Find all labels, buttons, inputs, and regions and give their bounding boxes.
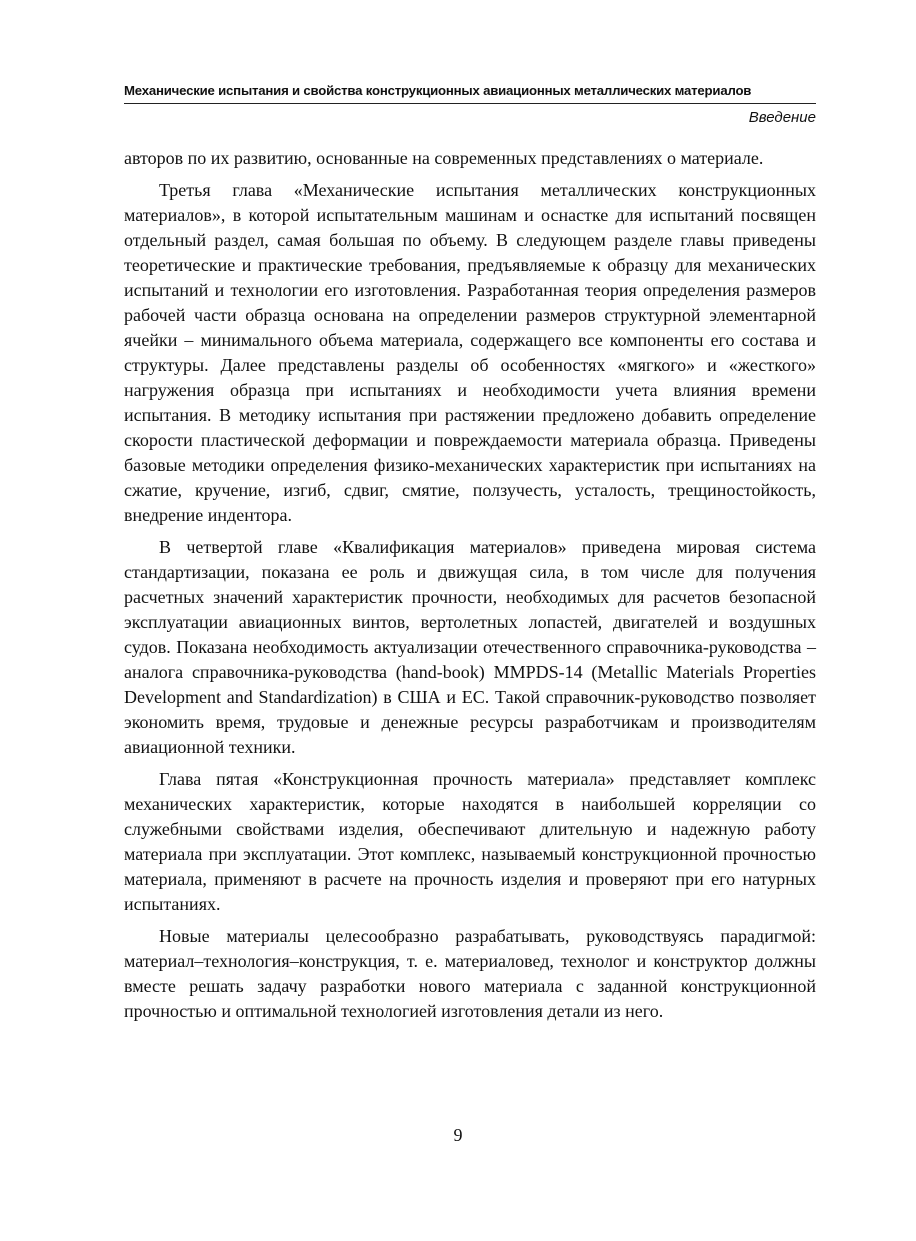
header-rule [124, 103, 816, 104]
section-name: Введение [748, 109, 816, 126]
paragraph-2: Третья глава «Механические испытания металлических конструкционных материалов», в которой испытательным машинам и оснастке для испытаний посвящен отдельный раздел, самая большая по объему. В следующем разделе главы приведены теоретические и практические требования, предъявляемые к образцу для механических испытаний и технологии его изготовления. Разработанная теория определения размеров рабочей части образца основана на определении размеров структурной элементарной ячейки – минимального объема материала, содержащего все компоненты его состава и структуры. Далее представлены разделы об особенностях «мягкого» и «жесткого» нагружения образца при испытаниях и необходимости учета влияния времени испытания. В методику испытания при растяжении предложено добавить определение скорости пластической деформации и повреждаемости материала образца. Приведены базовые методики определения физико-механических характеристик при испытаниях на сжатие, кручение, изгиб, сдвиг, смятие, ползучесть, усталость, трещиностойкость, внедрение индентора. [124, 180, 816, 525]
paragraph-5: Новые материалы целесообразно разрабатывать, руководствуясь парадигмой: материал–технология–конструкция, т. е. материаловед, технолог и конструктор должны вместе решать задачу разработки нового материала с заданной конструкционной прочностью и оптимальной технологией изготовления детали из него. [124, 926, 816, 1021]
page-header [124, 82, 816, 128]
paragraph-1: авторов по их развитию, основанные на современных представлениях о материале. [124, 148, 764, 168]
paragraph-4: Глава пятая «Конструкционная прочность материала» представляет комплекс механических характеристик, которые находятся в наибольшей корреляции со служебными свойствами изделия, обеспечивают длительную и надежную работу материала при эксплуатации. Этот комплекс, называемый конструкционной прочностью материала, применяют в расчете на прочность изделия и проверяют при его натурных испытаниях. [124, 769, 816, 914]
page-number: 9 [453, 1125, 463, 1145]
paragraph-3: В четвертой главе «Квалификация материалов» приведена мировая система стандартизации, показана ее роль и движущая сила, в том числе для получения расчетных значений характеристик прочности, необходимых для расчетов безопасной эксплуатации авиационных винтов, вертолетных лопастей, двигателей и воздушных судов. Показана необходимость актуализации отечественного справочника-руководства – аналога справочника-руководства (hand-book) MMPDS-14 (Metallic Materials Properties Development and Standardization) в США и ЕС. Такой справочник-руководство позволяет экономить время, трудовые и денежные ресурсы разработчикам и производителям авиационной техники. [124, 537, 816, 757]
body-text [124, 146, 816, 1031]
running-title: Механические испытания и свойства конструкционных авиационных металлических материалов [124, 83, 752, 98]
